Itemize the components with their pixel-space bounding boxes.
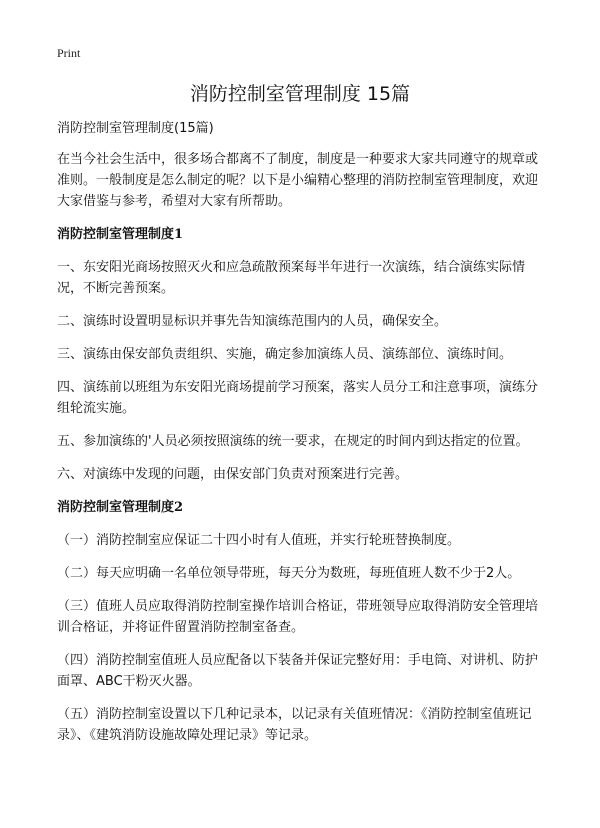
page-title: 消防控制室管理制度 15篇 bbox=[189, 83, 411, 105]
section-paragraph: 四、演练前以班组为东安阳光商场提前学习预案，落实人员分工和注意事项，演练分组轮流实施。 bbox=[57, 380, 539, 416]
document-subtitle: 消防控制室管理制度(15篇) bbox=[57, 121, 214, 136]
intro-paragraph: 在当今社会生活中，很多场合都离不了制度，制度是一种要求大家共同遵守的规章或准则。一般制度是怎么制定的呢？以下是小编精心整理的消防控制室管理制度，欢迎大家借鉴与参考，希望对大家有所帮助。 bbox=[57, 152, 539, 209]
section-paragraph: 二、演练时设置明显标识并事先告知演练范围内的人员，确保安全。 bbox=[57, 314, 448, 329]
section-heading: 消防控制室管理制度2 bbox=[57, 500, 184, 515]
section-paragraph: （四）消防控制室值班人员应配备以下装备并保证完整好用：手电筒、对讲机、防护面罩、ABC干粉灭火器。 bbox=[57, 653, 539, 689]
section-paragraph: 三、演练由保安部负责组织、实施，确定参加演练人员、演练部位、演练时间。 bbox=[57, 347, 513, 362]
section-paragraph: （三）值班人员应取得消防控制室操作培训合格证，带班领导应取得消防安全管理培训合格证，并将证件留置消防控制室备查。 bbox=[57, 599, 539, 635]
section-paragraph: （五）消防控制室设置以下几种记录本，以记录有关值班情况：《消防控制室值班记录》、《建筑消防设施故障处理记录》等记录。 bbox=[57, 707, 532, 743]
print-link[interactable]: Print bbox=[57, 46, 81, 60]
document-body bbox=[57, 118, 550, 758]
section-paragraph: 五、参加演练的'人员必须按照演练的统一要求，在规定的时间内到达指定的位置。 bbox=[57, 434, 529, 449]
section-paragraph: 六、对演练中发现的问题，由保安部门负责对预案进行完善。 bbox=[57, 467, 409, 482]
section-paragraph: （二）每天应明确一名单位领导带班，每天分为数班，每班值班人数不少于2人。 bbox=[57, 566, 521, 581]
section-paragraph: 一、东安阳光商场按照灭火和应急疏散预案每半年进行一次演练，结合演练实际情况，不断完善预案。 bbox=[57, 260, 526, 296]
section-heading: 消防控制室管理制度1 bbox=[57, 227, 184, 242]
section-paragraph: （一）消防控制室应保证二十四小时有人值班，并实行轮班替换制度。 bbox=[57, 533, 461, 548]
